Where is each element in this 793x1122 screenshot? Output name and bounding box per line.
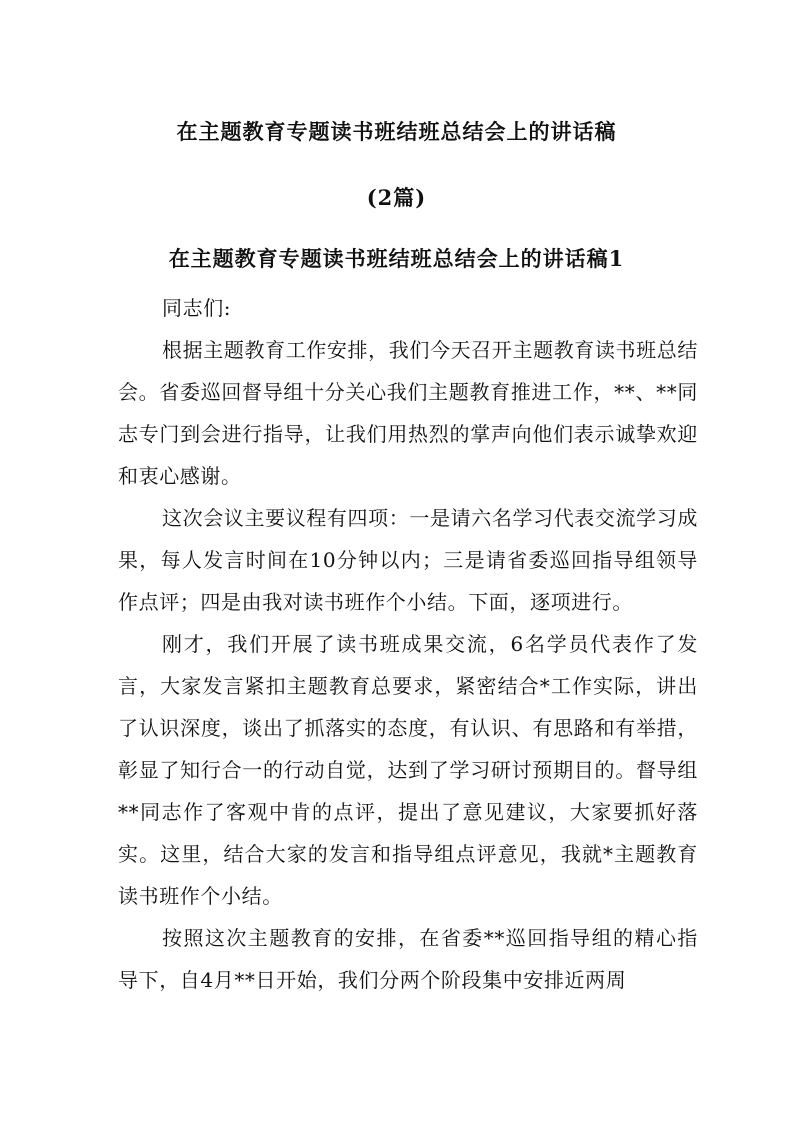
document-title: 在主题教育专题读书班结班总结会上的讲话稿 bbox=[176, 119, 617, 144]
paragraph-exchange-summary: 刚才，我们开展了读书班成果交流，6名学员代表作了发言，大家发言紧扣主题教育总要求，紧密结合*工作实际，讲出了认识深度，谈出了抓落实的态度，有认识、有思路和有举措，彰显了知行合一的行动自觉，达到了学习研讨预期目的。督导组**同志作了客观中肯的点评，提出了意见建议，大家要抓好落实。这里，结合大家的发言和指导组点评意见，我就*主题教育读书班作个小结。 bbox=[118, 632, 698, 908]
paragraph-agenda: 这次会议主要议程有四项：一是请六名学习代表交流学习成果，每人发言时间在10分钟以内；三是请省委巡回指导组领导作点评；四是由我对读书班作个小结。下面，逐项进行。 bbox=[118, 506, 698, 614]
paragraph-opening: 根据主题教育工作安排，我们今天召开主题教育读书班总结会。省委巡回督导组十分关心我们主题教育推进工作，**、**同志专门到会进行指导，让我们用热烈的掌声向他们表示诚挚欢迎和衷心感谢。 bbox=[118, 338, 698, 488]
paragraph-arrangement: 按照这次主题教育的安排，在省委**巡回指导组的精心指导下，自4月**日开始，我们分两个阶段集中安排近两周 bbox=[118, 926, 698, 992]
speech-heading: 在主题教育专题读书班结班总结会上的讲话稿1 bbox=[168, 246, 625, 271]
salutation: 同志们: bbox=[162, 296, 232, 320]
speech-body bbox=[118, 287, 698, 1001]
article-count: (2篇) bbox=[366, 185, 427, 210]
